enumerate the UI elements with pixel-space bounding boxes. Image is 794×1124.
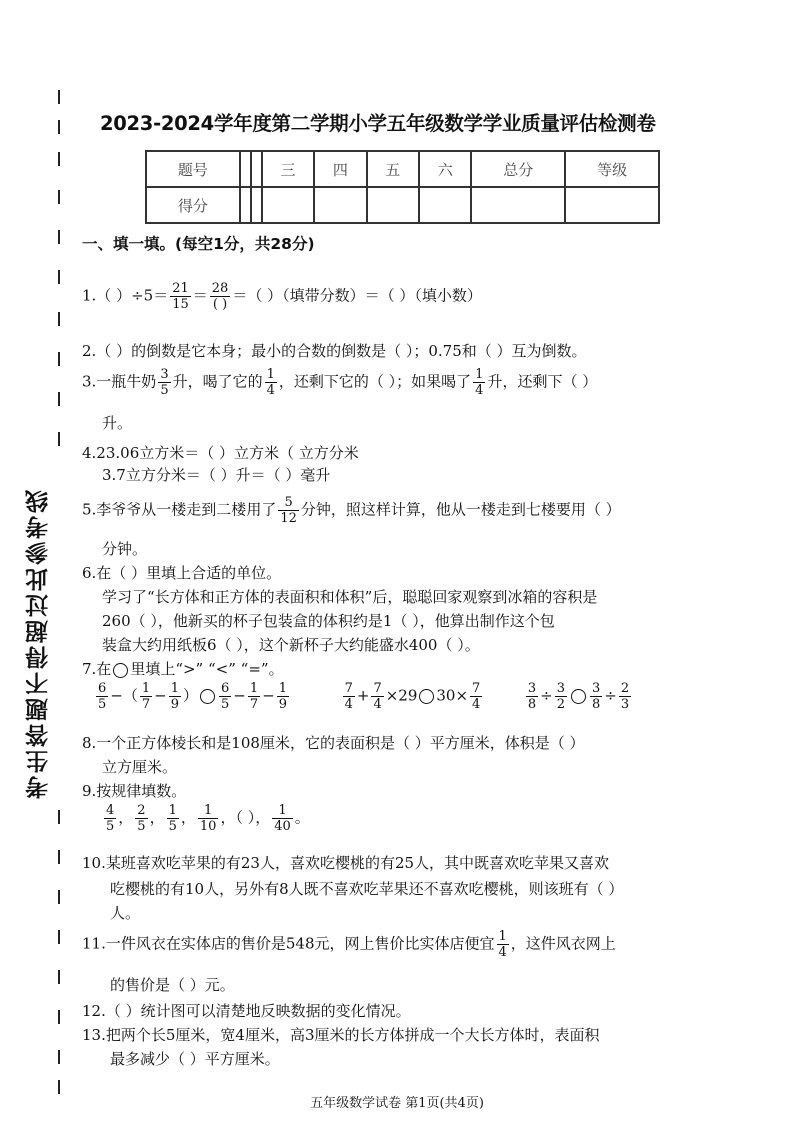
section-heading: 一、填一填。(每空1分，共28分) xyxy=(82,235,315,253)
question-9: 9.按规律填数。 xyxy=(82,782,187,800)
score-input-cell[interactable] xyxy=(314,187,366,223)
score-table-score-row xyxy=(146,187,659,223)
compare-circle[interactable] xyxy=(571,689,586,704)
fraction: $\frac{28}{( )}$ xyxy=(211,281,229,312)
score-cell: 四 xyxy=(314,151,366,187)
question-11-c: 的售价是（ ）元。 xyxy=(110,976,235,994)
score-input-cell[interactable] xyxy=(471,187,565,223)
question-6-d: 装盒大约用纸板6（ ），这个新杯子大约能盛水400（ ）。 xyxy=(102,636,480,654)
score-table xyxy=(145,150,660,224)
score-cell: 五 xyxy=(367,151,419,187)
reference-dashed-line xyxy=(58,90,60,1090)
score-input-cell[interactable] xyxy=(367,187,419,223)
score-input-cell[interactable] xyxy=(251,187,262,223)
question-8: 8.一个正方体棱长和是108厘米，它的表面积是（ ）平方厘米，体积是（ ） xyxy=(82,734,585,752)
score-cell: 题号 xyxy=(146,151,240,187)
question-10-b: 吃樱桃的有10人，另外有8人既不喜欢吃苹果还不喜欢吃樱桃，则该班有（ ） xyxy=(110,880,624,898)
q1-text-2: ＝（ ）（填带分数）＝（ ）（填小数） xyxy=(232,286,482,305)
question-10: 10.某班喜欢吃苹果的有23人，喜欢吃樱桃的有25人，其中既喜欢吃苹果又喜欢 xyxy=(82,854,610,872)
score-cell xyxy=(240,151,251,187)
question-13: 13.把两个长5厘米，宽4厘米，高3厘米的长方体拼成一个大长方体时，表面积 xyxy=(82,1026,600,1044)
score-input-cell[interactable] xyxy=(419,187,471,223)
question-1 xyxy=(82,282,482,311)
question-3-cont: 升。 xyxy=(102,414,133,432)
score-cell: 三 xyxy=(262,151,314,187)
page-footer: 五年级数学试卷 第1页(共4页) xyxy=(310,1096,484,1111)
score-cell: 总分 xyxy=(471,151,565,187)
score-row-label: 得分 xyxy=(146,187,240,223)
fraction: $\frac{1}{4}$ xyxy=(475,367,484,398)
fraction: $\frac{5}{12}$ xyxy=(280,495,297,526)
compare-circle[interactable] xyxy=(113,663,128,678)
page-title: 2023-2024学年度第二学期小学五年级数学学业质量评估检测卷 xyxy=(100,112,656,135)
question-6-b: 学习了“长方体和正方体的表面积和体积”后，聪聪回家观察到冰箱的容积是 xyxy=(102,588,598,606)
fraction: $\frac{21}{15}$ xyxy=(172,281,189,312)
compare-circle[interactable] xyxy=(419,689,434,704)
question-10-c: 人。 xyxy=(110,904,141,922)
question-7: 7.在 里填上“>” “<” “=”。 xyxy=(82,660,284,678)
q1-equals: ＝ xyxy=(192,286,208,305)
side-notice: 考生答题不得超过此参考线 xyxy=(26,487,52,799)
score-input-cell[interactable] xyxy=(262,187,314,223)
question-9-sequence: $\frac{4}{5}$ ， $\frac{2}{5}$ ， $\frac{1}{5}$ ， $\frac{1}{10}$ ，（ ）， $\frac{1}{40}$ 。 xyxy=(106,803,310,834)
question-11: 11.一件风衣在实体店的售价是548元，网上售价比实体店便宜 $\frac{1}{4}$ ，这件风衣网上 xyxy=(82,929,616,960)
q1-text: 1.（ ）÷5＝ xyxy=(82,286,169,305)
question-3: 3.一瓶牛奶 $\frac{3}{5}$ 升，喝了它的 $\frac{1}{4}$ ，还剩下它的（ ）；如果喝了 $\frac{1}{4}$ 升，还剩下（ ） xyxy=(82,367,598,398)
question-13-b: 最多减少（ ）平方厘米。 xyxy=(110,1050,280,1068)
fraction: $\frac{1}{4}$ xyxy=(498,929,507,960)
question-7-exprs: $\frac{6}{5}$ −（ $\frac{1}{7}$ − $\frac{1}{9}$ ） $\frac{6}{5}$ − $\frac{1}{7}$ − $\frac{1}{9}$ $\frac{7}{4}$ + $\frac{7}{4}$ ×29 30× $\frac{7}{4}$ $\frac{3}{8}$ ÷ $\frac{3}{2}$ $\frac{3}{8}$ ÷ $\frac{2}{3}$ xyxy=(98,681,630,712)
fraction: $\frac{1}{4}$ xyxy=(266,367,275,398)
compare-circle[interactable] xyxy=(200,689,215,704)
question-5: 5.李爷爷从一楼走到二楼用了 $\frac{5}{12}$ 分钟，照这样计算，他从一楼走到七楼要用（ ） xyxy=(82,495,621,526)
score-input-cell[interactable] xyxy=(240,187,251,223)
question-12: 12.（ ）统计图可以清楚地反映数据的变化情况。 xyxy=(82,1002,411,1020)
score-input-cell[interactable] xyxy=(565,187,659,223)
fraction: $\frac{3}{5}$ xyxy=(160,367,169,398)
question-4-b: 3.7立方分米＝（ ）升＝（ ）毫升 xyxy=(102,466,331,484)
score-cell: 等级 xyxy=(565,151,659,187)
question-6-c: 260（ ），他新买的杯子包装盒的体积约是1（ ），他算出制作这个包 xyxy=(102,612,555,630)
question-6: 6.在（ ）里填上合适的单位。 xyxy=(82,564,282,582)
score-table-header-row xyxy=(146,151,659,187)
question-4: 4.23.06立方米＝（ ）立方米（ 立方分米 xyxy=(82,444,359,462)
question-5-cont: 分钟。 xyxy=(102,540,148,558)
question-2: 2.（ ）的倒数是它本身；最小的合数的倒数是（ ）；0.75和（ ）互为倒数。 xyxy=(82,342,587,360)
score-cell xyxy=(251,151,262,187)
score-cell: 六 xyxy=(419,151,471,187)
question-8-b: 立方厘米。 xyxy=(102,758,178,776)
